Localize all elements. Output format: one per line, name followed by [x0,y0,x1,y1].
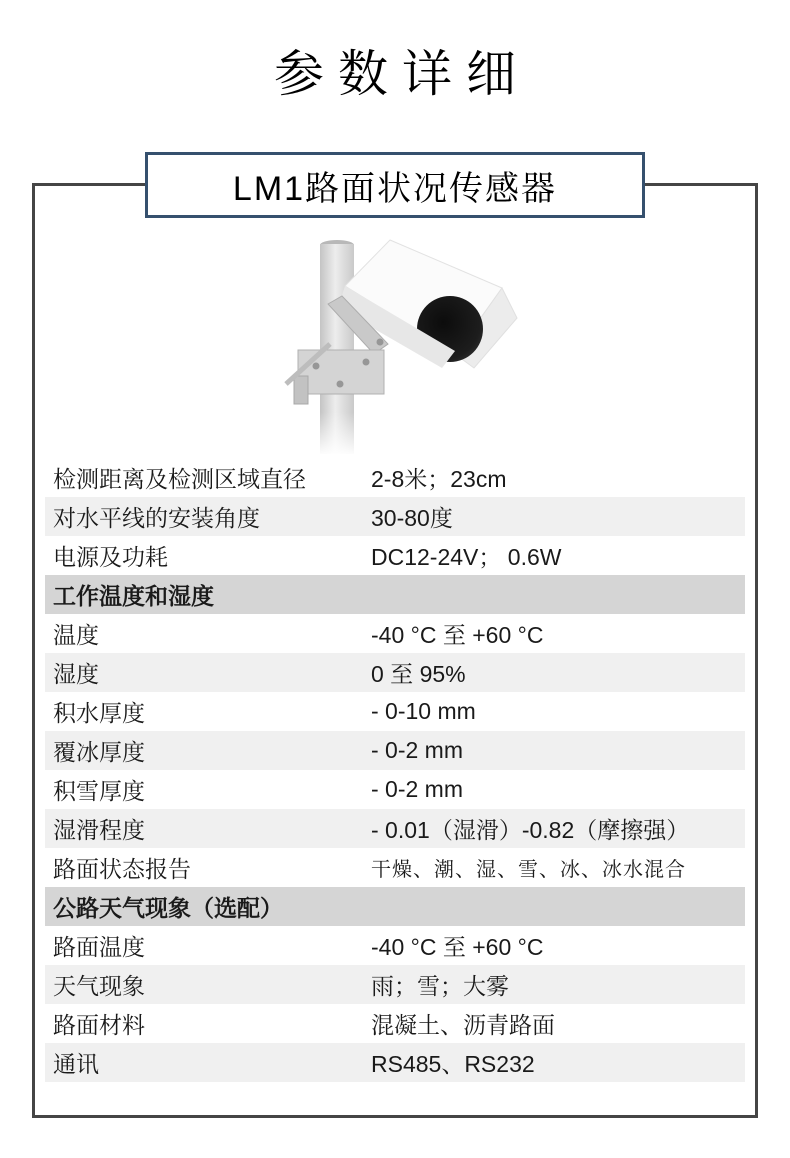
spec-table [45,458,745,1082]
spec-label: 路面状态报告 [53,856,191,882]
spec-value: 2-8米；23cm [371,466,507,492]
spec-label: 路面材料 [53,1012,145,1038]
spec-section-header [45,575,745,614]
spec-row [45,926,745,965]
spec-value: - 0.01（湿滑）-0.82（摩擦强） [371,817,690,843]
spec-value: RS485、RS232 [371,1051,535,1077]
spec-label: 积水厚度 [53,700,145,726]
spec-row [45,965,745,1004]
spec-row [45,536,745,575]
spec-row [45,770,745,809]
product-name: LM1路面状况传感器 [232,169,558,208]
spec-section-label: 工作温度和湿度 [53,583,214,609]
spec-label: 通讯 [53,1051,99,1077]
spec-label: 覆冰厚度 [53,739,145,765]
sensor-photo-illustration [270,226,520,456]
spec-row [45,692,745,731]
product-name-box [145,152,645,218]
spec-label: 对水平线的安装角度 [53,505,260,531]
spec-panel [32,169,758,1118]
spec-label: 湿度 [53,661,99,687]
spec-value: -40 °C 至 +60 °C [371,934,544,960]
spec-row [45,809,745,848]
spec-row [45,458,745,497]
sensor-photo [270,226,520,456]
spec-row [45,614,745,653]
spec-value: DC12-24V； 0.6W [371,544,562,570]
spec-section-label: 公路天气现象（选配） [53,895,283,921]
spec-label: 温度 [53,622,99,648]
page-title: 参数详细 [274,46,530,102]
spec-value: 混凝土、沥青路面 [371,1012,555,1038]
spec-section-header [45,887,745,926]
spec-label: 积雪厚度 [53,778,145,804]
spec-label: 天气现象 [53,973,145,999]
spec-value: -40 °C 至 +60 °C [371,622,544,648]
spec-label: 路面温度 [53,934,145,960]
spec-value: - 0-2 mm [371,776,463,802]
spec-value: 30-80度 [371,505,453,531]
spec-row [45,848,745,887]
spec-value: 干燥、潮、湿、雪、冰、冰水混合 [371,859,686,881]
spec-value: 0 至 95% [371,661,466,687]
spec-row [45,1004,745,1043]
spec-label: 湿滑程度 [53,817,145,843]
spec-row [45,1043,745,1082]
spec-value: - 0-2 mm [371,737,463,763]
spec-row [45,497,745,536]
spec-label: 检测距离及检测区域直径 [53,466,306,492]
spec-label: 电源及功耗 [53,544,168,570]
spec-value: 雨；雪；大雾 [371,973,509,999]
spec-row [45,731,745,770]
spec-row [45,653,745,692]
spec-value: - 0-10 mm [371,698,476,724]
